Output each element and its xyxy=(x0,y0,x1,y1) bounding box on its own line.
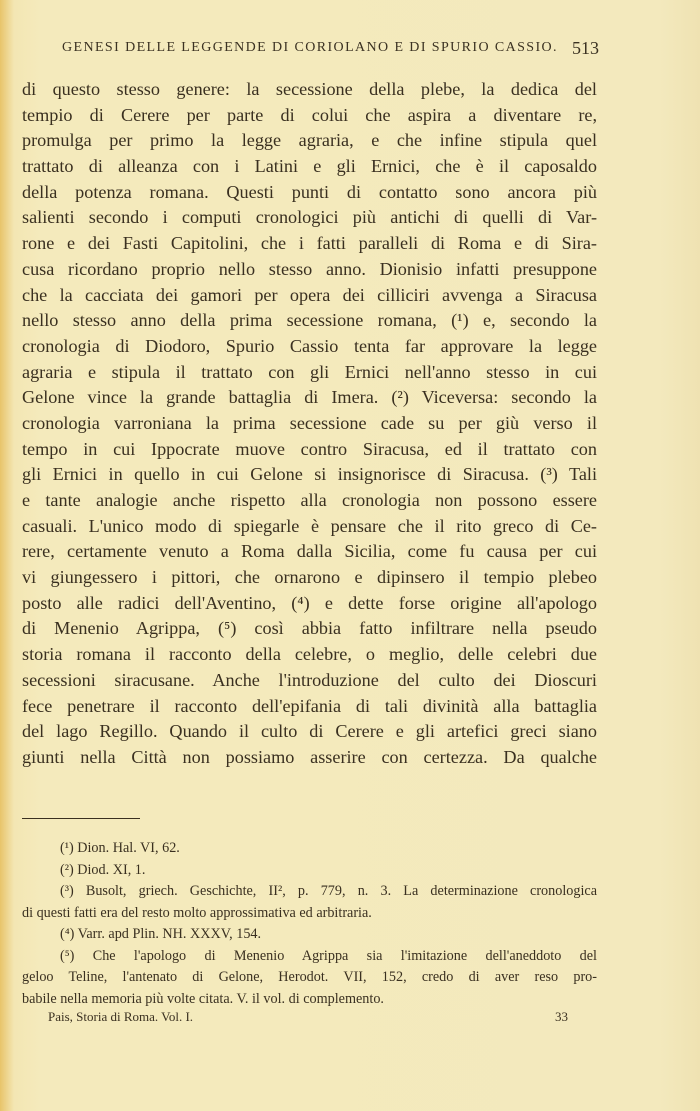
text-line: cusa ricordano proprio nello stesso anno. Dionisio infatti presuppone xyxy=(22,258,597,279)
footnote-2 xyxy=(22,860,597,882)
text-line: promulga per primo la legge agraria, e che infine stipula quel xyxy=(22,130,597,151)
text-line: che la cacciata dei gamori per opera dei cilliciri avvenga a Siracusa xyxy=(22,284,597,305)
text-line: tempio di Cerere per parte di colui che aspira a diventare re, xyxy=(22,104,597,125)
text-line: secessioni siracusane. Anche l'introduzione del culto dei Dioscuri xyxy=(22,669,597,690)
text-line: fece penetrare il racconto dell'epifania di tali divinità alla battaglia xyxy=(22,695,597,716)
text-line: della potenza romana. Questi punti di contatto sono ancora più xyxy=(22,181,597,202)
footnote-divider xyxy=(22,818,140,819)
text-line: posto alle radici dell'Aventino, (⁴) e dette forse origine all'apologo xyxy=(22,592,597,613)
text-line: tempo in cui Ippocrate muove contro Siracusa, ed il trattato con xyxy=(22,438,597,459)
page-number: 513 xyxy=(572,38,599,58)
running-header: GENESI DELLE LEGGENDE DI CORIOLANO E DI SPURIO CASSIO. xyxy=(62,40,558,55)
footnote-1 xyxy=(22,838,597,860)
text-line: giunti nella Città non possiamo asserire con certezza. Da qualche xyxy=(22,746,597,767)
footnote-line: (²) Diod. XI, 1. xyxy=(60,861,146,878)
footnote-3 xyxy=(22,881,597,924)
text-line: casuali. L'unico modo di spiegarle è pensare che il rito greco di Ce- xyxy=(22,515,597,536)
footnote-line: geloo Teline, l'antenato di Gelone, Herodot. VII, 152, credo di aver reso pro- xyxy=(22,969,597,985)
text-line: nello stesso anno della prima secessione romana, (¹) e, secondo la xyxy=(22,310,597,331)
footnote-5 xyxy=(22,946,597,1011)
body-text xyxy=(22,77,597,771)
text-line: vi giungessero i pittori, che ornarono e dipinsero il tempio plebeo xyxy=(22,567,597,588)
footnotes xyxy=(22,838,597,1010)
text-line: di questo stesso genere: la secessione della plebe, la dedica del xyxy=(22,79,597,99)
text-line: cronologia varroniana la prima secessione cade su per giù verso il xyxy=(22,412,597,433)
text-line: salienti secondo i computi cronologici più antichi di quelli di Var- xyxy=(22,207,597,228)
text-line: e tante analogie anche rispetto alla cronologia non possono essere xyxy=(22,490,597,510)
text-line: trattato di alleanza con i Latini e gli Ernici, che è il caposaldo xyxy=(22,156,597,177)
text-line: agraria e stipula il trattato con gli Ernici nell'anno stesso in cui xyxy=(22,361,597,382)
footnote-line: babile nella memoria più volte citata. V. il vol. di complemento. xyxy=(22,990,384,1007)
text-line: di Menenio Agrippa, (⁵) così abbia fatto infiltrare nella pseudo xyxy=(22,618,597,639)
footnote-line: di questi fatti era del resto molto approssimativa ed arbitraria. xyxy=(22,904,372,921)
footer-sheet-number: 33 xyxy=(555,1009,568,1024)
text-line: cronologia di Diodoro, Spurio Cassio tenta far approvare la legge xyxy=(22,335,597,356)
text-line: storia romana il racconto della celebre, o meglio, delle celebri due xyxy=(22,644,597,665)
text-line: gli Ernici in quello in cui Gelone si insignorisce di Siracusa. (³) Tali xyxy=(22,464,597,485)
footnote-line: (³) Busolt, griech. Geschichte, II², p. 779, n. 3. La determinazione cronologica xyxy=(60,883,597,899)
footnote-line: (¹) Dion. Hal. VI, 62. xyxy=(60,840,180,856)
footnote-4 xyxy=(22,924,597,946)
footnote-line: (⁵) Che l'apologo di Menenio Agrippa sia l'imitazione dell'aneddoto del xyxy=(60,947,597,964)
footer-signature: Pais, Storia di Roma. Vol. I. xyxy=(48,1009,194,1024)
text-line: del lago Regillo. Quando il culto di Cerere e gli artefici greci siano xyxy=(22,721,597,742)
footnote-line: (⁴) Varr. apd Plin. NH. XXXV, 154. xyxy=(60,926,262,942)
text-line: rere, certamente venuto a Roma dalla Sicilia, come fu causa per cui xyxy=(22,541,597,562)
text-line: rone e dei Fasti Capitolini, che i fatti paralleli di Roma e di Sira- xyxy=(22,233,597,254)
text-line: Gelone vince la grande battaglia di Imera. (²) Viceversa: secondo la xyxy=(22,387,597,408)
